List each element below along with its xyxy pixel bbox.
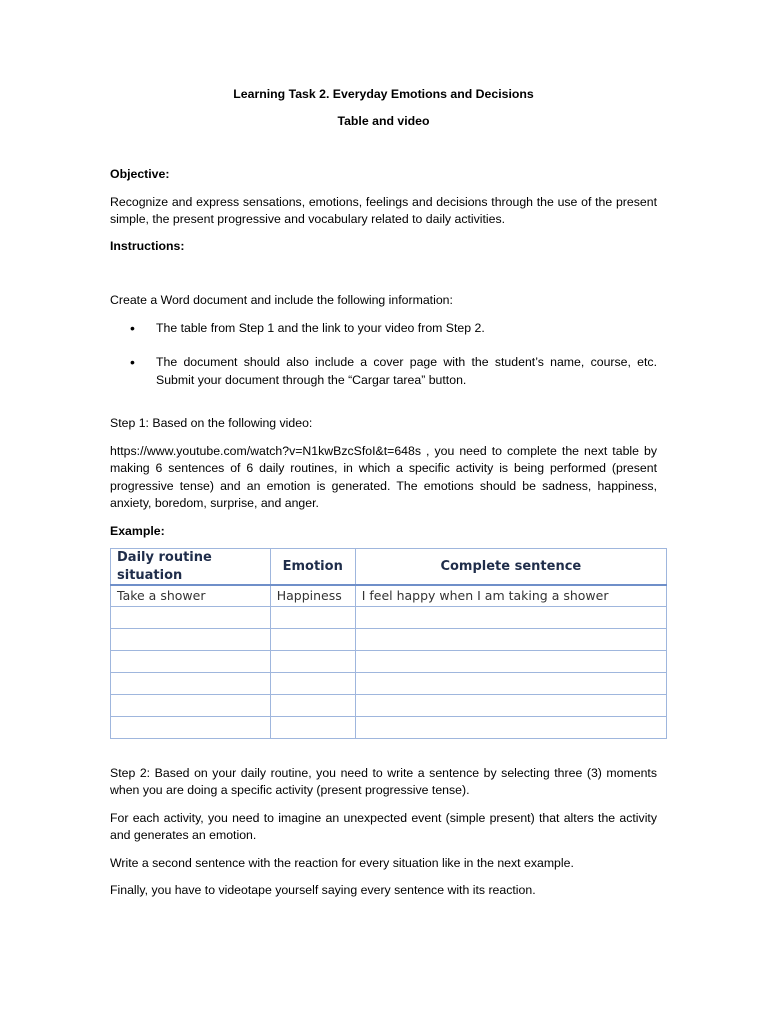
- step2-paragraph: Finally, you have to videotape yourself saying every sentence with its reaction.: [110, 883, 536, 897]
- table-cell: [111, 606, 271, 628]
- document-subtitle: Table and video: [337, 113, 430, 128]
- example-table: [110, 548, 667, 739]
- table-cell: Take a shower: [111, 585, 271, 606]
- table-cell: [270, 672, 355, 694]
- instructions-list: [110, 320, 657, 390]
- table-cell: [355, 650, 666, 672]
- table-row: [111, 694, 667, 716]
- column-header-situation: Daily routine situation: [111, 549, 271, 586]
- document-content: [110, 86, 657, 900]
- list-item: [110, 354, 657, 389]
- objective-text: Recognize and express sensations, emotions, feelings and decisions through the use of the present simple, the present progressive and vocabulary related to daily activities.: [110, 194, 657, 226]
- table-cell: [111, 694, 271, 716]
- bullet-icon: •: [130, 354, 135, 370]
- list-item: [110, 320, 657, 338]
- table-cell: [270, 606, 355, 628]
- step1-title: Step 1: Based on the following video:: [110, 416, 313, 430]
- table-row: [111, 606, 667, 628]
- objective-heading: Objective:: [110, 167, 170, 181]
- table-cell: Happiness: [270, 585, 355, 606]
- column-header-emotion: Emotion: [270, 549, 355, 586]
- instructions-intro: Create a Word document and include the following information:: [110, 293, 453, 307]
- table-cell: [355, 628, 666, 650]
- table-cell: [111, 716, 271, 738]
- table-row: [111, 628, 667, 650]
- table-cell: [270, 694, 355, 716]
- table-cell: [355, 716, 666, 738]
- table-cell: [111, 650, 271, 672]
- table-row: [111, 716, 667, 738]
- document-title: Learning Task 2. Everyday Emotions and Decisions: [233, 87, 534, 101]
- table-cell: I feel happy when I am taking a shower: [355, 585, 666, 606]
- example-heading: Example:: [110, 523, 165, 538]
- list-item-text: The document should also include a cover page with the student’s name, course, etc. Submit your document through the “Cargar tarea” button.: [156, 355, 657, 387]
- table-cell: [111, 628, 271, 650]
- table-row: [111, 585, 667, 606]
- table-cell: [355, 672, 666, 694]
- table-cell: [355, 694, 666, 716]
- table-cell: [355, 606, 666, 628]
- step2-paragraph: Step 2: Based on your daily routine, you need to write a sentence by selecting three (3) moments when you are doing a specific activity (present progressive tense).: [110, 765, 657, 797]
- step2-paragraph: For each activity, you need to imagine an unexpected event (simple present) that alters the activity and generates an emotion.: [110, 810, 657, 842]
- table-header-row: [111, 549, 667, 586]
- step1-text: https://www.youtube.com/watch?v=N1kwBzcSfoI&t=648s , you need to complete the next table by making 6 sentences of 6 daily routines, in which a specific activity is being performed (present progressive tense) and an emotion is generated. The emotions should be sadness, happiness, anxiety, boredom, surprise, and anger.: [110, 443, 657, 510]
- table-cell: [270, 716, 355, 738]
- table-cell: [111, 672, 271, 694]
- table-row: [111, 650, 667, 672]
- table-row: [111, 672, 667, 694]
- instructions-heading: Instructions:: [110, 238, 185, 253]
- table-cell: [270, 628, 355, 650]
- table-cell: [270, 650, 355, 672]
- column-header-sentence: Complete sentence: [355, 549, 666, 586]
- bullet-icon: •: [130, 319, 135, 336]
- step2-paragraph: Write a second sentence with the reaction for every situation like in the next example.: [110, 855, 574, 870]
- list-item-text: The table from Step 1 and the link to your video from Step 2.: [156, 320, 485, 335]
